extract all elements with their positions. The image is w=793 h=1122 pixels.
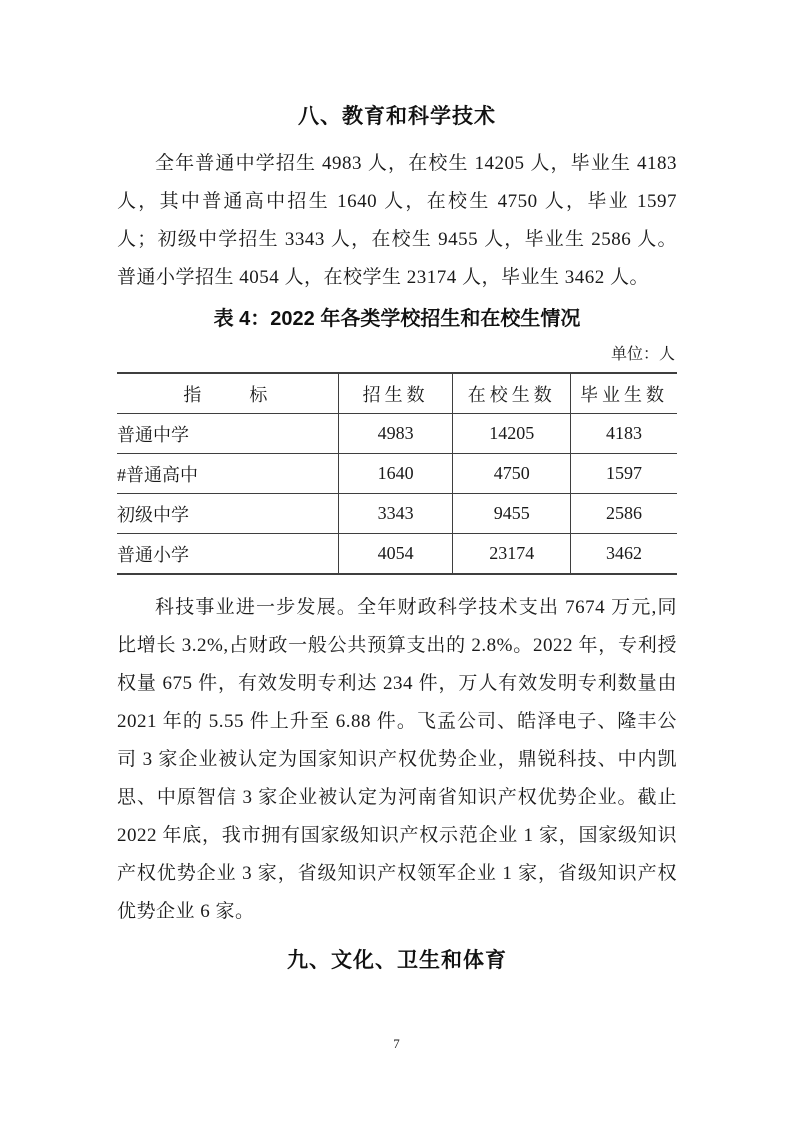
row-indicator: 普通中学 xyxy=(117,414,338,454)
science-technology-paragraph: 科技事业进一步发展。全年财政科学技术支出 7674 万元,同比增长 3.2%,占财政一般公共预算支出的 2.8%。2022 年，专利授权量 675 件，有效发明专利达 234 件，万人有效发明专利数量由 2021 年的 5.55 件上升至 6.88 件。飞孟公司、皓泽电子、隆丰公司 3 家企业被认定为国家知识产权优势企业，鼎锐科技、中内凯思、中原智信 3 家企业被认定为河南省知识产权优势企业。截止 2022 年底，我市拥有国家级知识产权示范企业 1 家，国家级知识产权优势企业 3 家，省级知识产权领军企业 1 家，省级知识产权优势企业 6 家。 xyxy=(117,597,677,922)
header-indicator: 指 标 xyxy=(117,373,338,414)
section-heading-education: 八、教育和科学技术 xyxy=(298,105,496,128)
header-graduates: 毕业生数 xyxy=(571,373,677,414)
row-indicator: 普通小学 xyxy=(117,534,338,575)
row-current-students: 23174 xyxy=(453,534,571,575)
page-number: 7 xyxy=(393,1036,400,1051)
row-graduates: 3462 xyxy=(571,534,677,575)
school-enrollment-table xyxy=(117,372,677,575)
row-enrollment: 1640 xyxy=(338,454,453,494)
header-enrollment: 招生数 xyxy=(338,373,453,414)
row-enrollment: 3343 xyxy=(338,494,453,534)
table-title: 表 4：2022 年各类学校招生和在校生情况 xyxy=(213,308,581,330)
row-enrollment: 4983 xyxy=(338,414,453,454)
row-indicator: 初级中学 xyxy=(117,494,338,534)
row-graduates: 4183 xyxy=(571,414,677,454)
row-enrollment: 4054 xyxy=(338,534,453,575)
header-current-students: 在校生数 xyxy=(453,373,571,414)
row-graduates: 1597 xyxy=(571,454,677,494)
education-statistics-paragraph: 全年普通中学招生 4983 人，在校生 14205 人，毕业生 4183 人，其中普通高中招生 1640 人，在校生 4750 人，毕业 1597 人；初级中学招生 3343 人，在校生 9455 人，毕业生 2586 人。普通小学招生 4054 人，在校学生 23174 人，毕业生 3462 人。 xyxy=(117,153,677,288)
table-row xyxy=(117,494,677,534)
row-current-students: 9455 xyxy=(453,494,571,534)
table-row xyxy=(117,534,677,575)
row-current-students: 14205 xyxy=(453,414,571,454)
table-header-row xyxy=(117,373,677,414)
row-indicator: #普通高中 xyxy=(117,454,338,494)
table-unit-label: 单位：人 xyxy=(610,346,675,363)
row-graduates: 2586 xyxy=(571,494,677,534)
table-row xyxy=(117,454,677,494)
row-current-students: 4750 xyxy=(453,454,571,494)
section-heading-culture: 九、文化、卫生和体育 xyxy=(287,949,507,972)
table-row xyxy=(117,414,677,454)
